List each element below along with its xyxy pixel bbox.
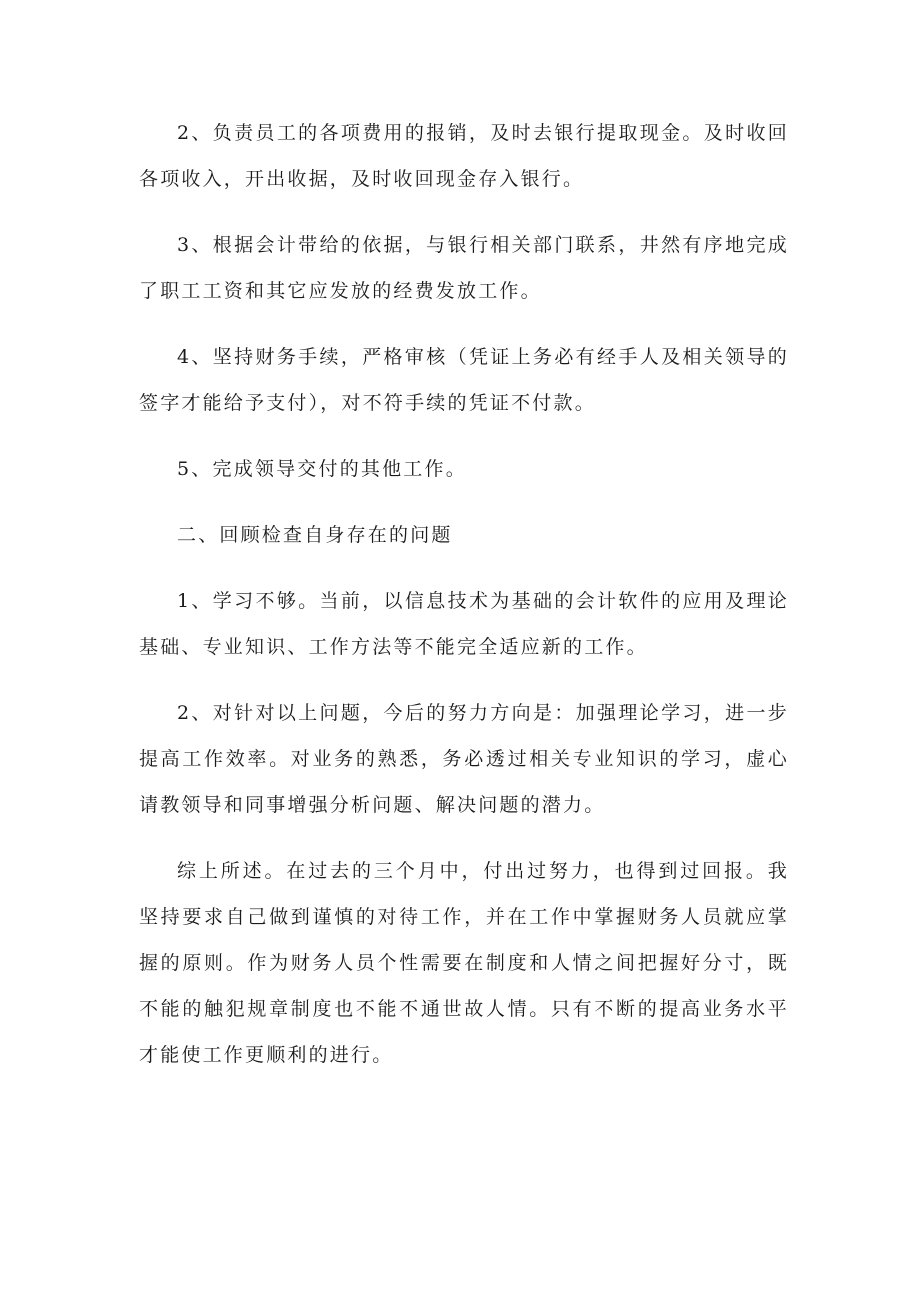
paragraph-audit-procedure: 4、坚持财务手续，严格审核（凭证上务必有经手人及相关领导的签字才能给予支付），对不符手续的凭证不付款。: [139, 346, 789, 414]
section-heading-problems: 二、回顾检查自身存在的问题: [177, 524, 453, 546]
paragraph-insufficient-study: 1、学习不够。当前，以信息技术为基础的会计软件的应用及理论基础、专业知识、工作方法等不能完全适应新的工作。: [139, 590, 789, 658]
paragraph-bank-coordination: 3、根据会计带给的依据，与银行相关部门联系，井然有序地完成了职工工资和其它应发放的经费发放工作。: [139, 234, 789, 302]
document-body: [139, 110, 789, 1078]
paragraph-improvement-direction: 2、对针对以上问题，今后的努力方向是：加强理论学习，进一步提高工作效率。对业务的熟悉，务必透过相关专业知识的学习，虚心请教领导和同事增强分析问题、解决问题的潜力。: [139, 702, 789, 816]
paragraph-expense-reimbursement: 2、负责员工的各项费用的报销，及时去银行提取现金。及时收回各项收入，开出收据，及时收回现金存入银行。: [139, 122, 789, 190]
paragraph-summary: 综上所述。在过去的三个月中，付出过努力，也得到过回报。我坚持要求自己做到谨慎的对待工作，并在工作中掌握财务人员就应掌握的原则。作为财务人员个性需要在制度和人情之间把握好分寸，既不能的触犯规章制度也不能不通世故人情。只有不断的提高业务水平才能使工作更顺利的进行。: [139, 860, 789, 1066]
paragraph-other-tasks: 5、完成领导交付的其他工作。: [177, 458, 467, 480]
